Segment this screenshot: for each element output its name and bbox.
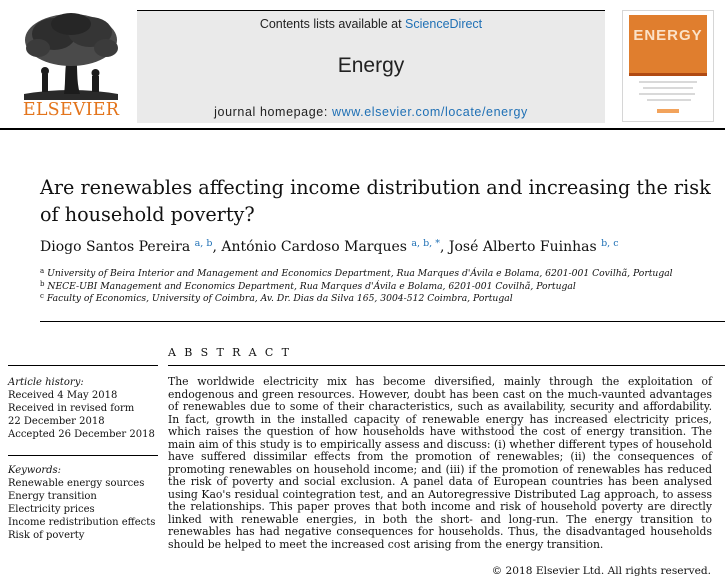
sciencedirect-link[interactable]: ScienceDirect [405, 17, 483, 31]
keyword-item: Risk of poverty [8, 530, 85, 541]
affiliation [40, 268, 720, 281]
keyword-item: Electricity prices [8, 504, 95, 515]
history-item: Received in revised form [8, 403, 135, 414]
author-separator: , [212, 239, 222, 255]
section-rule [40, 321, 725, 322]
affiliation-mark: b [40, 279, 45, 288]
abstract-text: The worldwide electricity mix has become diversified, mainly through the exploitation of endogenous and green resources. However, doubt has been cast on the much-vaunted advantages of renewables due to some of their characteristics, such as availability, security and affordability. In fact, growth in the installed capacity of renewable energy has increased electricity prices, which raises the question of how households have withstood the cost of energy transition. The main aim of this study is to empirically assess and discuss: (i) whether different types of household have suffered dissimilar effects from the promotion of renewables; (ii) the consequences of promoting renewables on household income; and (iii) if the promotion of renewables has reduced the risk of poverty and social exclusion. A panel data of European countries has been analysed using Kao's residual cointegration test, and an Autoregressive Distributed Lag approach, to assess the relationships. This paper proves that both income and risk of household poverty are directly linked with renewable energies, in both the short- and long-run. The energy transition to renewables has had negative consequences for households. Thus, the disadvantaged households should be helped to meet the increased cost arising from the energy transition. [168, 375, 712, 551]
history-item: Received 4 May 2018 [8, 390, 118, 401]
contents-prefix: Contents lists available at [259, 17, 406, 31]
abstract-heading: A B S T R A C T [168, 346, 292, 359]
affiliation-text: University of Beira Interior and Management and Economics Department, Rua Marques d'Ávila e Bolama, 6201-001 Covilhã, Portugal [47, 268, 673, 279]
affiliation-list [40, 268, 720, 306]
homepage-prefix: journal homepage: [214, 105, 332, 119]
keyword-item: Renewable energy sources [8, 478, 145, 489]
info-rule [8, 455, 158, 456]
cover-publisher-mark [657, 109, 679, 113]
homepage-link[interactable]: www.elsevier.com/locate/energy [331, 105, 528, 119]
contents-line [137, 17, 605, 31]
copyright-notice: © 2018 Elsevier Ltd. All rights reserved. [491, 565, 711, 577]
author-name[interactable]: António Cardoso Marques [221, 239, 407, 255]
header-rule [0, 128, 725, 130]
journal-banner [137, 10, 605, 123]
history-heading: Article history: [8, 377, 84, 388]
author-separator: , [439, 239, 449, 255]
affiliation-mark: c [40, 292, 44, 300]
author-name[interactable]: Diogo Santos Pereira [40, 239, 191, 255]
author-name[interactable]: José Alberto Fuinhas [448, 239, 597, 255]
affiliation-mark: a [40, 267, 45, 275]
elsevier-tree-icon [20, 10, 122, 100]
info-rule [8, 365, 158, 366]
author-affiliation-marks[interactable]: b, c [601, 238, 619, 249]
affiliation-text: Faculty of Economics, University of Coimbra, Av. Dr. Dias da Silva 165, 3004-512 Coimbra, Portugal [46, 293, 513, 304]
history-item: 22 December 2018 [8, 416, 105, 427]
author-list [40, 239, 720, 255]
article-title: Are renewables affecting income distribution and increasing the risk of household poverty? [40, 176, 711, 226]
keywords-heading: Keywords: [8, 465, 62, 476]
journal-name[interactable]: Energy [337, 54, 405, 77]
affiliation [40, 281, 720, 294]
elsevier-wordmark: ELSEVIER [22, 100, 120, 120]
journal-cover[interactable] [622, 10, 714, 122]
keywords [8, 455, 158, 542]
cover-title: ENERGY [633, 27, 703, 44]
article-history [8, 376, 158, 441]
keyword-item: Income redistribution effects [8, 517, 156, 528]
abstract-rule [168, 365, 725, 366]
cover-image [627, 13, 709, 119]
author-affiliation-marks[interactable]: a, b, * [411, 238, 440, 249]
elsevier-logo[interactable] [20, 10, 122, 122]
author-affiliation-marks[interactable]: a, b [194, 238, 213, 249]
homepage-line [137, 105, 605, 119]
history-item: Accepted 26 December 2018 [8, 429, 155, 440]
affiliation-text: NECE-UBI Management and Economics Department, Rua Marques d'Ávila e Bolama, 6201-001 Covilhã, Portugal [47, 280, 576, 292]
keyword-item: Energy transition [8, 491, 97, 502]
article-info [8, 365, 158, 542]
affiliation [40, 293, 720, 306]
